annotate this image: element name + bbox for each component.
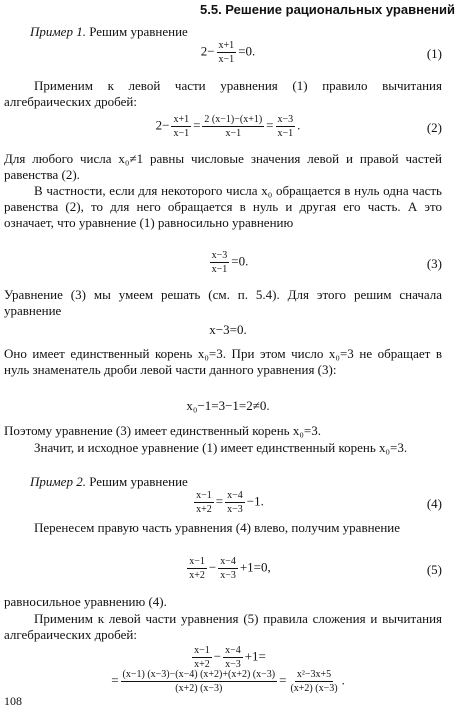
example-1-text: Решим уравнение xyxy=(89,24,188,39)
paragraph-10: Применим к левой части уравнения (5) правила сложения и вычитания алгебраических дробей: xyxy=(4,611,442,642)
paragraph-6: Поэтому уравнение (3) имеет единственный корень x₀=3. xyxy=(4,423,321,438)
example-2-line xyxy=(30,474,188,489)
equation-3: $\frac{x-3}{x-1}$ =0. xyxy=(211,250,249,275)
equation-4: $\frac{x-1}{x+2}$ = $\frac{x-4}{x-3}$ −1. xyxy=(196,490,264,515)
section-header: 5.5. Решение рациональных уравнений xyxy=(200,2,455,17)
paragraph-7: Значит, и исходное уравнение (1) имеет единственный корень x₀=3. xyxy=(34,440,408,455)
equation-a: x−3=0. xyxy=(209,322,247,337)
example-2-label: Пример 2. xyxy=(30,474,86,489)
paragraph-4: Уравнение (3) мы умеем решать (см. п. 5.4). Для этого решим сначала уравнение xyxy=(4,287,442,318)
example-1-line xyxy=(30,24,188,39)
paragraph-8: Перенесем правую часть уравнения (4) влево, получим уравнение xyxy=(34,520,400,535)
equation-b: x₀−1=3−1=2≠0. xyxy=(186,398,270,413)
page-number: 108 xyxy=(4,694,22,708)
equation-7: = $\frac{(x-1) (x-3)-(x-4) (x+2)+(x+2) (x-3)}{(x+2) (x-3)}$ = $\frac{\text{x²−3x+5}}{(x+2) (x-3)}$ . xyxy=(111,669,345,694)
paragraph-1: Применим к левой части уравнения (1) правило вычитания алгебраических дробей: xyxy=(4,78,442,109)
example-2-text: Решим уравнение xyxy=(89,474,188,489)
equation-5-number: (5) xyxy=(426,562,442,577)
paragraph-9: равносильное уравнению (4). xyxy=(4,594,167,609)
paragraph-2: Для любого числа x₀≠1 равны числовые значения левой и правой частей равенства (2). xyxy=(4,151,442,182)
equation-1: 2− $\frac{x+1}{x-1}$ =0. xyxy=(200,40,256,65)
equation-4-number: (4) xyxy=(426,496,442,511)
equation-5: $\frac{x-1}{x+2}$ − $\frac{x-4}{x-3}$ +1=0, xyxy=(189,556,271,581)
equation-2: 2− $\frac{x+1}{x-1}$ = $\frac{2 (x-1)-(x+1)}{x-1}$ = $\frac{x-3}{x-1}$ . xyxy=(155,114,301,139)
equation-3-number: (3) xyxy=(426,256,442,271)
equation-1-number: (1) xyxy=(426,46,442,61)
paragraph-3: В частности, если для некоторого числа x₀ обращается в нуль одна часть равенства (2), то для него обращается в нуль и другая его часть. А это означает, что уравнение (1) равносильно уравнению xyxy=(4,183,442,230)
equation-6: $\frac{x-1}{x+2}$ − $\frac{x-4}{x-3}$ +1= xyxy=(194,645,266,670)
example-1-label: Пример 1. xyxy=(30,24,86,39)
paragraph-5: Оно имеет единственный корень x₀=3. При этом число x₀=3 не обращает в нуль знаменатель дроби левой части данного уравнения (3): xyxy=(4,346,442,377)
equation-2-number: (2) xyxy=(426,120,442,135)
